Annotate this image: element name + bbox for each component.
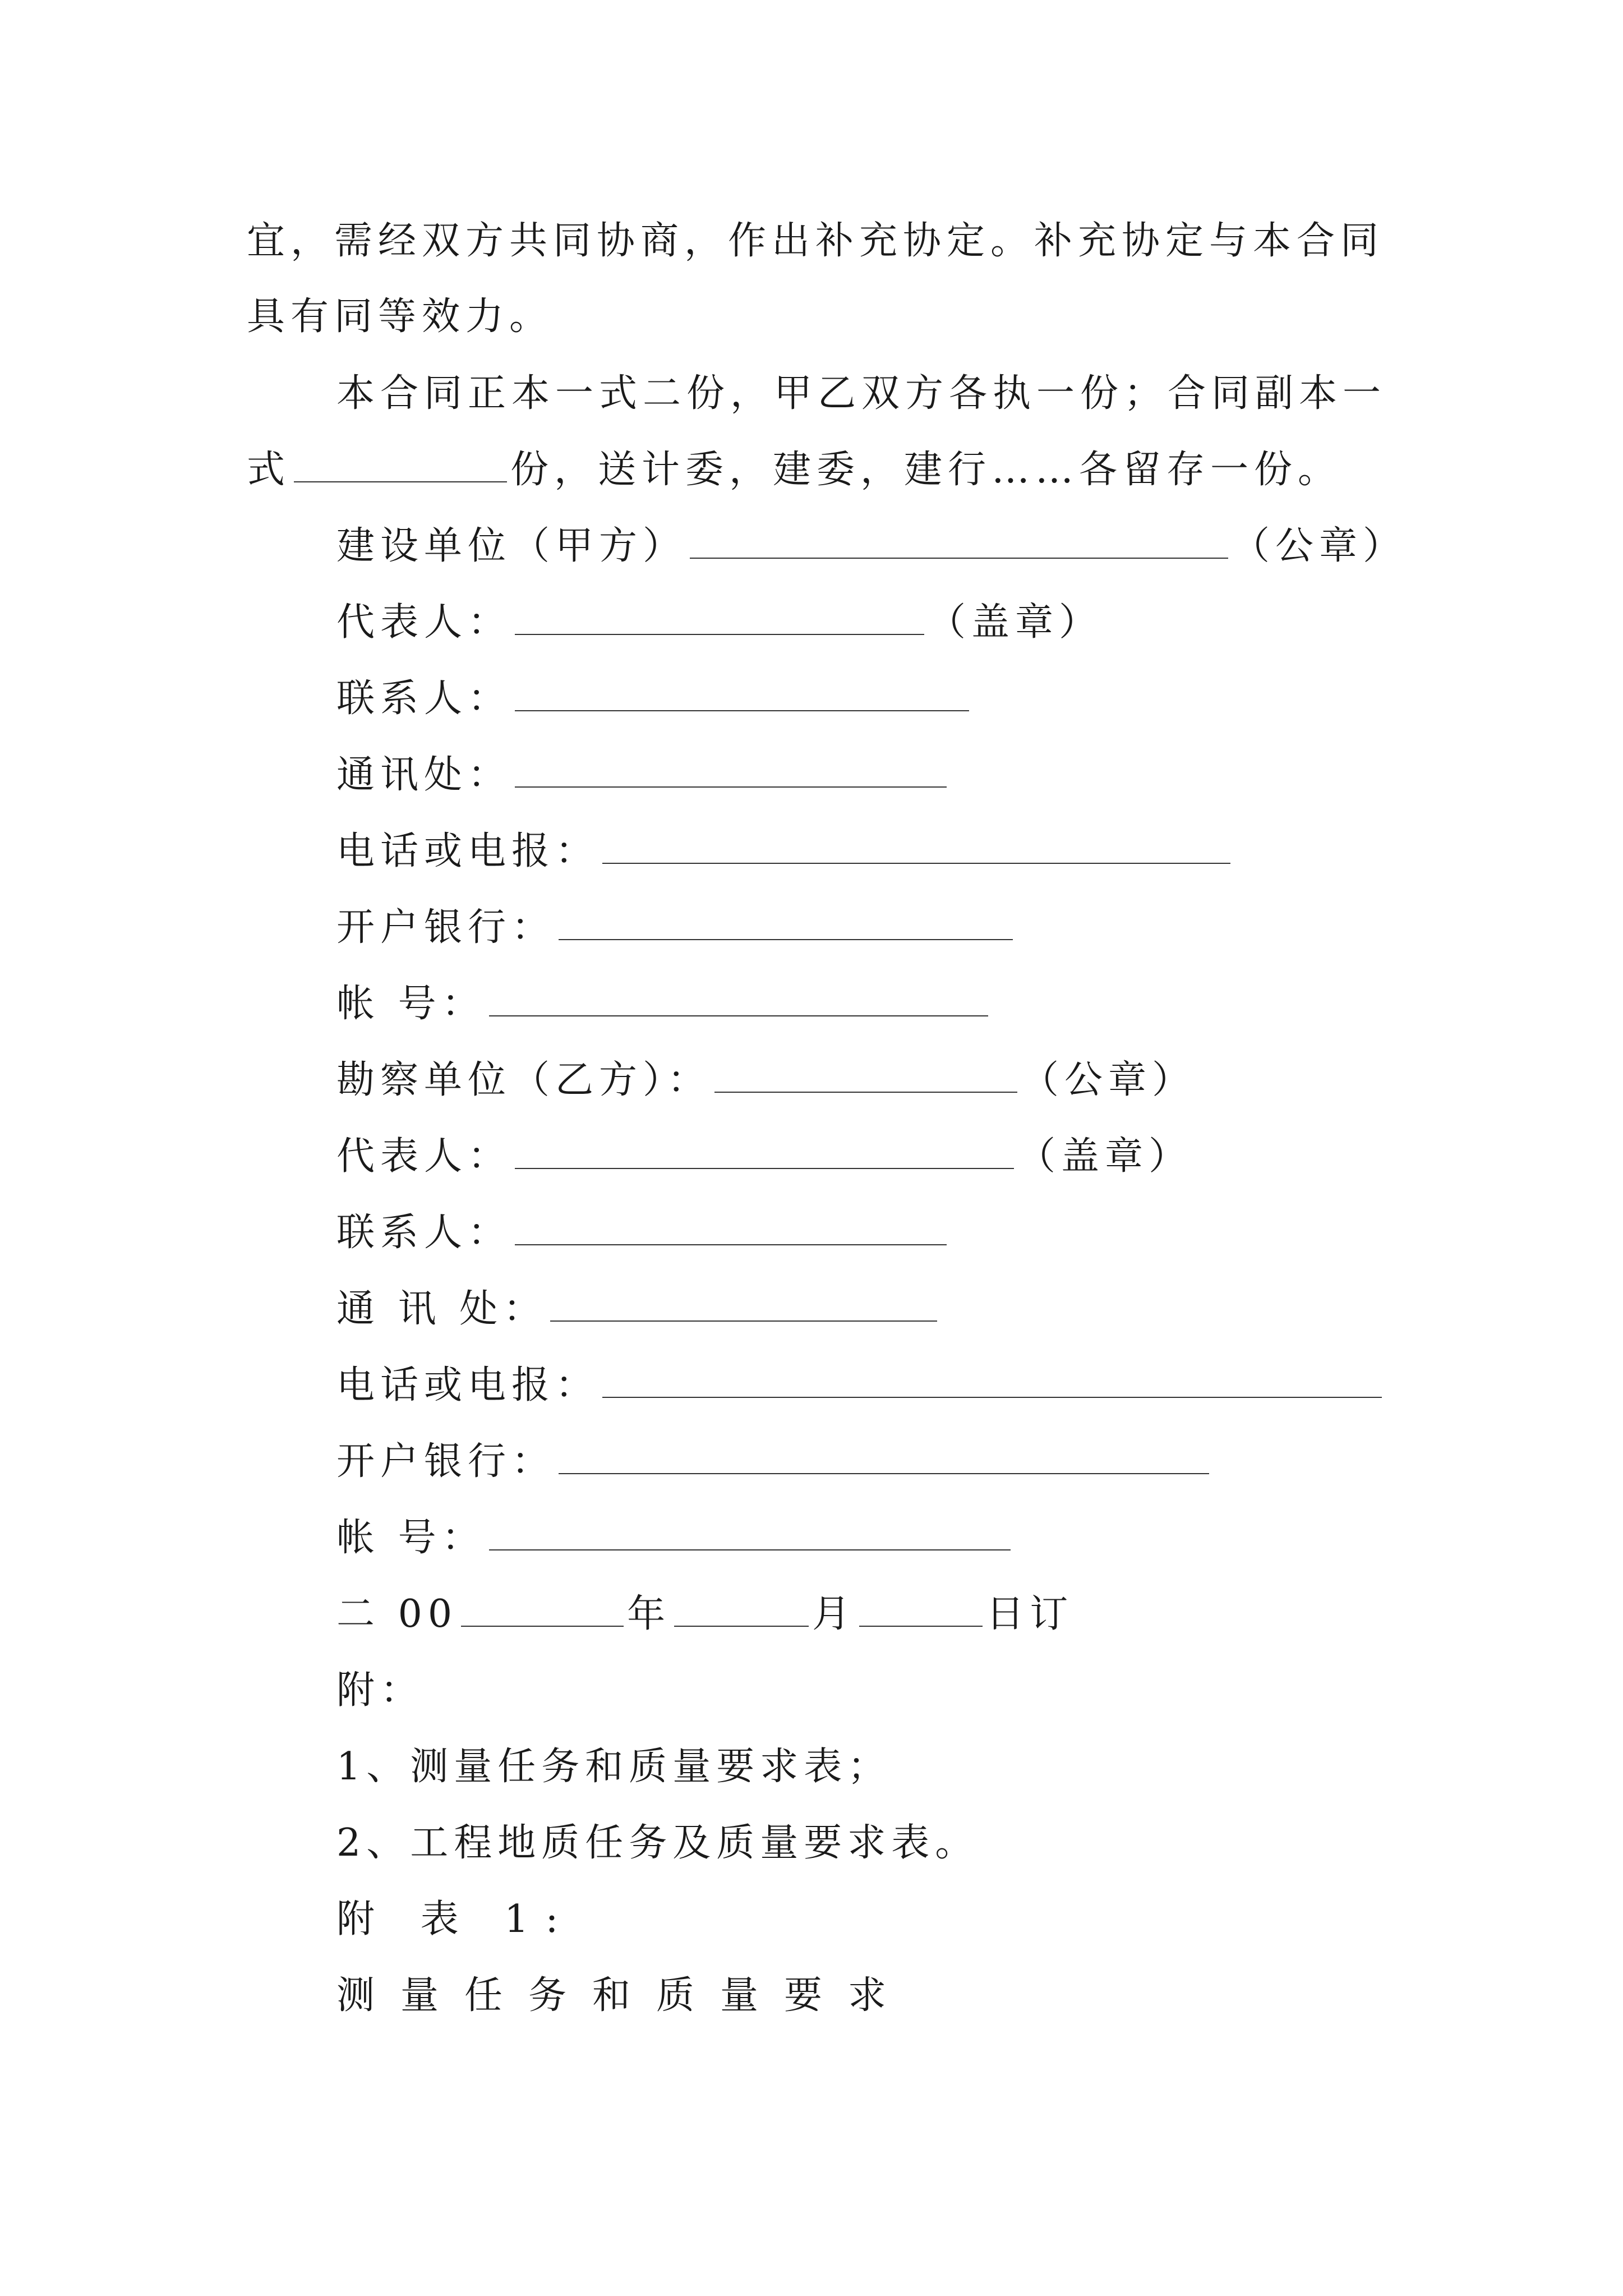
date-day-label: 日订 xyxy=(986,1592,1074,1636)
party-a-rep-row xyxy=(336,595,1103,651)
party-a-bank-label: 开户银行： xyxy=(336,905,556,950)
party-a-phone-blank[interactable] xyxy=(602,828,1230,864)
party-b-unit-seal: （公章） xyxy=(1021,1058,1196,1102)
signing-date-row xyxy=(336,1586,1073,1642)
party-a-phone-label: 电话或电报： xyxy=(336,829,600,873)
party-a-bank-row xyxy=(336,900,1016,956)
attachments-heading: 附： xyxy=(336,1668,425,1713)
party-b-account-row xyxy=(336,1510,1014,1566)
party-a-rep-seal: （盖章） xyxy=(928,600,1103,645)
copies-suffix: 份，送计委，建委，建行……各留存一份。 xyxy=(510,448,1342,492)
attachment-table-label: 附 表 1: xyxy=(336,1897,575,1941)
party-b-rep-label: 代表人： xyxy=(336,1134,512,1179)
party-b-phone-row xyxy=(336,1358,1385,1414)
party-b-unit-label: 勘察单位（乙方）： xyxy=(336,1058,712,1102)
paragraph-1-line-2: 具有同等效力。 xyxy=(247,295,554,339)
party-b-bank-row xyxy=(336,1434,1212,1490)
month-blank[interactable] xyxy=(674,1591,809,1627)
paragraph-1-line-1: 宜，需经双方共同协商，作出补充协定。补充协定与本合同 xyxy=(247,219,1385,263)
party-a-contact-row xyxy=(336,671,972,727)
party-b-contact-label: 联系人： xyxy=(336,1211,512,1255)
party-b-rep-row xyxy=(336,1129,1192,1185)
party-b-bank-label: 开户银行： xyxy=(336,1439,556,1484)
party-a-unit-row xyxy=(336,518,1407,574)
party-b-contact-blank[interactable] xyxy=(515,1209,947,1245)
party-a-unit-seal: （公章） xyxy=(1232,524,1407,568)
party-b-rep-blank[interactable] xyxy=(515,1133,1014,1169)
party-a-address-label: 通讯处： xyxy=(336,753,512,797)
party-b-bank-blank[interactable] xyxy=(559,1438,1209,1474)
party-b-phone-blank[interactable] xyxy=(602,1362,1382,1398)
party-a-contact-label: 联系人： xyxy=(336,677,512,721)
party-b-address-blank[interactable] xyxy=(550,1286,937,1322)
party-a-bank-blank[interactable] xyxy=(559,904,1013,940)
party-a-phone-row xyxy=(336,823,1234,880)
party-a-address-blank[interactable] xyxy=(515,752,947,788)
year-blank[interactable] xyxy=(461,1591,624,1627)
paragraph-2-line-2 xyxy=(247,442,1341,498)
copies-prefix: 式 xyxy=(247,448,291,492)
party-b-rep-seal: （盖章） xyxy=(1017,1134,1193,1179)
attachment-table-title: 测量任务和质量要求 xyxy=(336,1973,912,2018)
day-blank[interactable] xyxy=(859,1591,983,1627)
party-b-account-blank[interactable] xyxy=(489,1515,1011,1550)
attachment-item-2: 2、工程地质任务及质量要求表。 xyxy=(336,1821,979,1865)
copies-count-blank[interactable] xyxy=(294,447,507,482)
party-a-unit-blank[interactable] xyxy=(690,523,1228,559)
party-a-contact-blank[interactable] xyxy=(515,675,969,711)
party-a-rep-label: 代表人： xyxy=(336,600,512,645)
party-a-address-row xyxy=(336,747,950,803)
party-a-account-blank[interactable] xyxy=(489,981,988,1016)
party-b-account-label: 帐 号： xyxy=(336,1516,486,1560)
party-a-unit-label: 建设单位（甲方） xyxy=(336,524,687,568)
party-a-account-row xyxy=(336,976,992,1032)
party-b-unit-row xyxy=(336,1052,1196,1108)
party-b-unit-blank[interactable] xyxy=(714,1057,1017,1093)
party-b-contact-row xyxy=(336,1205,950,1261)
attachment-item-1: 1、测量任务和质量要求表； xyxy=(336,1745,892,1789)
date-month-label: 月 xyxy=(812,1592,856,1636)
party-b-address-row xyxy=(336,1281,940,1337)
date-year-label: 年 xyxy=(627,1592,671,1636)
party-a-rep-blank[interactable] xyxy=(515,599,924,635)
paragraph-2-line-1: 本合同正本一式二份，甲乙双方各执一份；合同副本一 xyxy=(336,371,1387,416)
party-b-address-label: 通 讯 处： xyxy=(336,1287,547,1331)
party-b-phone-label: 电话或电报： xyxy=(336,1363,600,1407)
party-a-account-label: 帐 号： xyxy=(336,982,486,1026)
date-prefix: 二 00 xyxy=(336,1592,458,1636)
